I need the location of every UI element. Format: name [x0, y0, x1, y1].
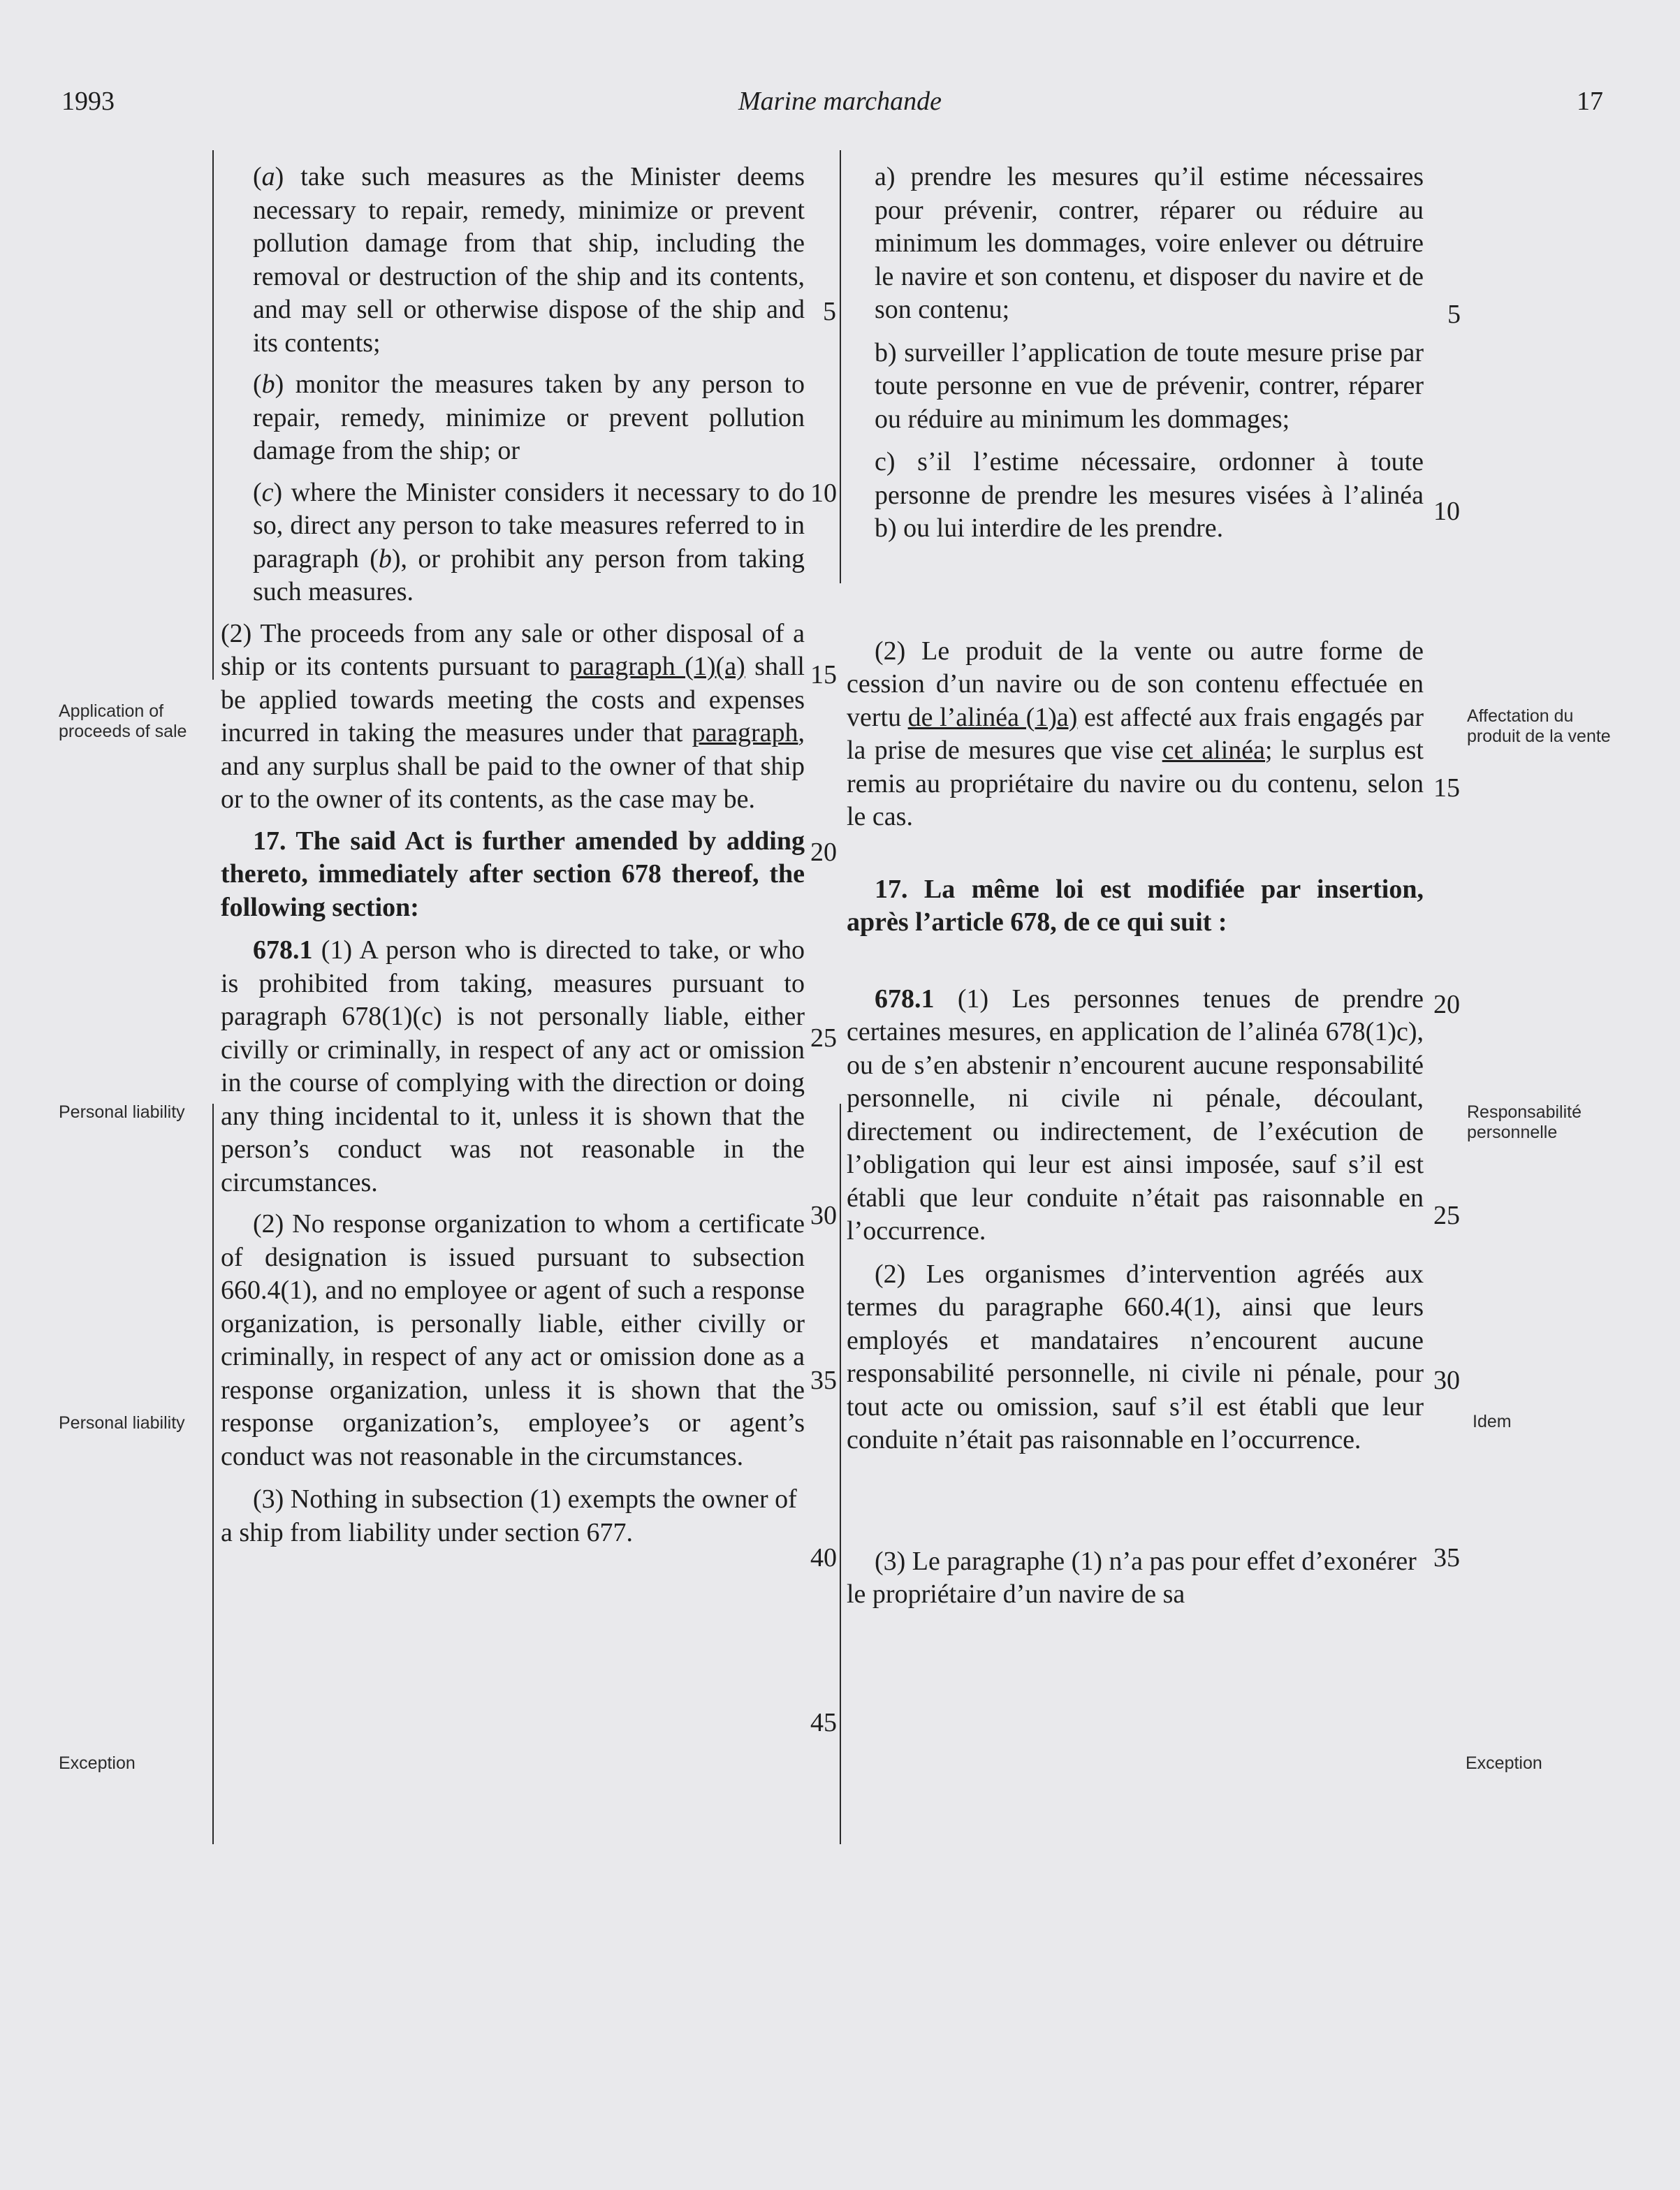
left-column-rule-lower — [212, 1104, 214, 1844]
line-number-fr-30: 30 — [1433, 1366, 1460, 1395]
margin-note-responsabilite: Responsabilité personnelle — [1467, 1102, 1582, 1142]
line-number-fr-35: 35 — [1433, 1543, 1460, 1572]
margin-note-application-of-proceeds: Application of proceeds of sale — [59, 701, 187, 741]
line-number-fr-25: 25 — [1433, 1201, 1460, 1230]
line-number-fr-20: 20 — [1433, 990, 1460, 1019]
margin-note-affectation: Affectation du produit de la vente — [1467, 706, 1611, 746]
margin-note-exception: Exception — [59, 1753, 136, 1773]
line-number-en-25: 25 — [810, 1023, 837, 1053]
center-column-rule — [840, 150, 841, 583]
line-number-en-40: 40 — [810, 1543, 837, 1572]
line-number-fr-10: 10 — [1433, 497, 1460, 526]
header-title: Marine marchande — [738, 87, 942, 116]
margin-note-personal-liability-1: Personal liability — [59, 1102, 185, 1122]
line-number-fr-5: 5 — [1447, 300, 1461, 329]
line-number-fr-15: 15 — [1433, 773, 1460, 803]
french-column — [847, 161, 1424, 1612]
line-number-en-15: 15 — [810, 660, 837, 689]
center-column-rule-lower — [840, 1104, 841, 1844]
line-number-en-10: 10 — [810, 479, 837, 508]
line-number-en-45: 45 — [810, 1708, 837, 1737]
line-number-en-20: 20 — [810, 838, 837, 867]
margin-note-exception-fr: Exception — [1466, 1753, 1542, 1773]
french-amendment-heading: 17. La même loi est modifiée par insertion, après l’article 678, de ce qui suit : — [847, 874, 1424, 937]
header-year: 1993 — [61, 87, 115, 116]
french-paragraph-a: a) prendre les mesures qu’il estime nécessaires pour prévenir, contrer, réparer ou réduire au minimum les dommages, voire enlever ou détruire le navire et son contenu, et disposer du navire et de son contenu; — [875, 162, 1424, 324]
french-section-678-1: 678.1 (1) Les personnes tenues de prendre certaines mesures, en application de l’alinéa 678(1)c), ou de s’en abstenir n’encourent aucune responsabilité personnelle, ni civile ni pénale, découlant, directement ou indirectement, de l’exécution de l’obligation qui leur est ainsi imposée, sauf s’il est établi que leur conduite n’était pas raisonnable en l’occurrence. — [847, 984, 1424, 1246]
line-number-en-35: 35 — [810, 1366, 837, 1395]
french-section-678-1-3: (3) Le paragraphe (1) n’a pas pour effet d’exonérer le propriétaire d’un navire de sa — [847, 1546, 1417, 1609]
french-paragraph-b: b) surveiller l’application de toute mesure prise par toute personne en vue de prévenir, contrer, réparer ou réduire au minimum les dommages; — [875, 337, 1424, 434]
english-amendment-heading: 17. The said Act is further amended by adding thereto, immediately after section 678 thereof, the following section: — [221, 826, 805, 922]
left-column-rule — [212, 150, 214, 680]
line-number-en-5: 5 — [823, 297, 836, 326]
margin-note-personal-liability-2: Personal liability — [59, 1413, 185, 1433]
english-paragraph-c: (c) where the Minister considers it necessary to do so, direct any person to take measures referred to in paragraph (b), or prohibit any person from taking such measures. — [253, 477, 805, 606]
english-column — [221, 161, 805, 1549]
english-section-678-1-2: (2) No response organization to whom a certificate of designation is issued pursuant to subsection 660.4(1), and no employee or agent of such a response organization, is personally liable, either civilly or criminally, in respect of any act or omission done as a response organization, unless it is shown that the response organization’s, employee’s or agent’s conduct was not reasonable in the circumstances. — [221, 1209, 805, 1471]
french-proceeds-paragraph: (2) Le produit de la vente ou autre forme de cession d’un navire ou de son contenu effectuée en vertu de l’alinéa (1)a) est affecté aux frais engagés par la prise de mesures que vise cet alinéa; le surplus est remis au propriétaire du navire ou du contenu, selon le cas. — [847, 636, 1424, 831]
english-section-678-1: 678.1 (1) A person who is directed to take, or who is prohibited from taking, measures pursuant to paragraph 678(1)(c) is not personally liable, either civilly or criminally, in respect of any act or omission in the course of complying with the direction or doing any thing incidental to it, unless it is shown that the person’s conduct was not reasonable in the circumstances. — [221, 935, 805, 1197]
english-section-678-1-3: (3) Nothing in subsection (1) exempts the owner of a ship from liability under section 677. — [221, 1484, 797, 1547]
margin-note-idem: Idem — [1473, 1412, 1512, 1431]
header-page-number: 17 — [1577, 87, 1603, 116]
french-section-678-1-2: (2) Les organismes d’intervention agréés aux termes du paragraphe 660.4(1), ainsi que leurs employés et mandataires n’encourent aucune responsabilité personnelle, ni civile ni pénale, pour tout acte ou omission, sauf s’il est établi que leur conduite n’était pas raisonnable en l’occurrence. — [847, 1259, 1424, 1454]
english-proceeds-paragraph: (2) The proceeds from any sale or other disposal of a ship or its contents pursuant to paragraph (1)(a) shall be applied towards meeting the costs and expenses incurred in taking the measures under that paragraph, and any surplus shall be paid to the owner of that ship or to the owner of its contents, as the case may be. — [221, 618, 805, 814]
english-paragraph-a: (a) take such measures as the Minister deems necessary to repair, remedy, minimize or prevent pollution damage from that ship, including the removal or destruction of the ship and its contents, and may sell or otherwise dispose of the ship and its contents; — [253, 162, 805, 358]
english-paragraph-b: (b) monitor the measures taken by any person to repair, remedy, minimize or prevent pollution damage from the ship; or — [253, 370, 805, 465]
french-paragraph-c: c) s’il l’estime nécessaire, ordonner à toute personne de prendre les mesures visées à l’alinéa b) ou lui interdire de les prendre. — [875, 447, 1424, 543]
line-number-en-30: 30 — [810, 1201, 837, 1230]
